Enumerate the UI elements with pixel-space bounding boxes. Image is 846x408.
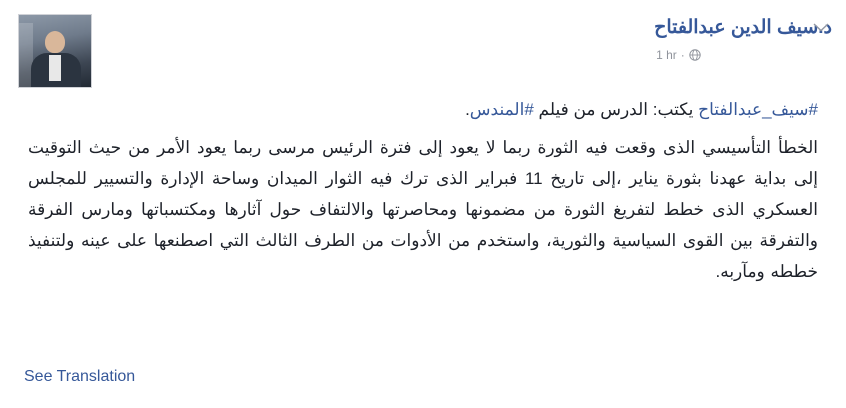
hashtag-link-secondary[interactable]: #المندس: [469, 100, 534, 119]
post-timestamp[interactable]: 1 hr: [656, 48, 677, 62]
author-block: [654, 16, 832, 62]
post-meta: [654, 48, 832, 62]
hashtag-link-primary[interactable]: #سيف_عبدالفتاح: [698, 100, 818, 119]
post-body: [0, 96, 846, 287]
globe-icon[interactable]: [689, 49, 701, 61]
avatar-photo-head: [45, 31, 65, 53]
avatar[interactable]: [18, 14, 92, 88]
avatar-photo-shirt: [49, 55, 61, 81]
see-translation-link[interactable]: See Translation: [24, 368, 136, 385]
author-name-link[interactable]: د.سيف الدين عبدالفتاح: [654, 17, 832, 38]
post-hashtag-line: [28, 96, 818, 124]
meta-separator: ·: [680, 48, 685, 62]
post-menu-button[interactable]: [810, 18, 832, 36]
post-header: [0, 0, 846, 80]
post-message-text: الخطأ التأسيسي الذى وقعت فيه الثورة ربما لا يعود إلى فترة الرئيس مرسى ربما يعود الأمر من حيث التوقيت إلى بداية عهدنا بثورة يناير ،إلى تاريخ 11 فبراير الذى ترك فيه الثوار الميدان وساحة الإدارة والتسيير للمجلس العسكري الذى خطط لتفريغ الثورة من مضمونها ومحاصرتها والالتفاف حول آثارها ومكتسباتها ومارس الفرقة والتفرقة بين القوى السياسية والثورية، واستخدم من الأدوات من الطرف الثالث التي اصطنعها على عينه ولتنفيذ خططه ومآربه.: [28, 138, 818, 281]
chevron-down-icon: [810, 18, 832, 36]
hashtag-line-middle: يكتب: الدرس من فيلم: [533, 100, 699, 119]
hashtag-line-trailing: .: [465, 100, 470, 119]
